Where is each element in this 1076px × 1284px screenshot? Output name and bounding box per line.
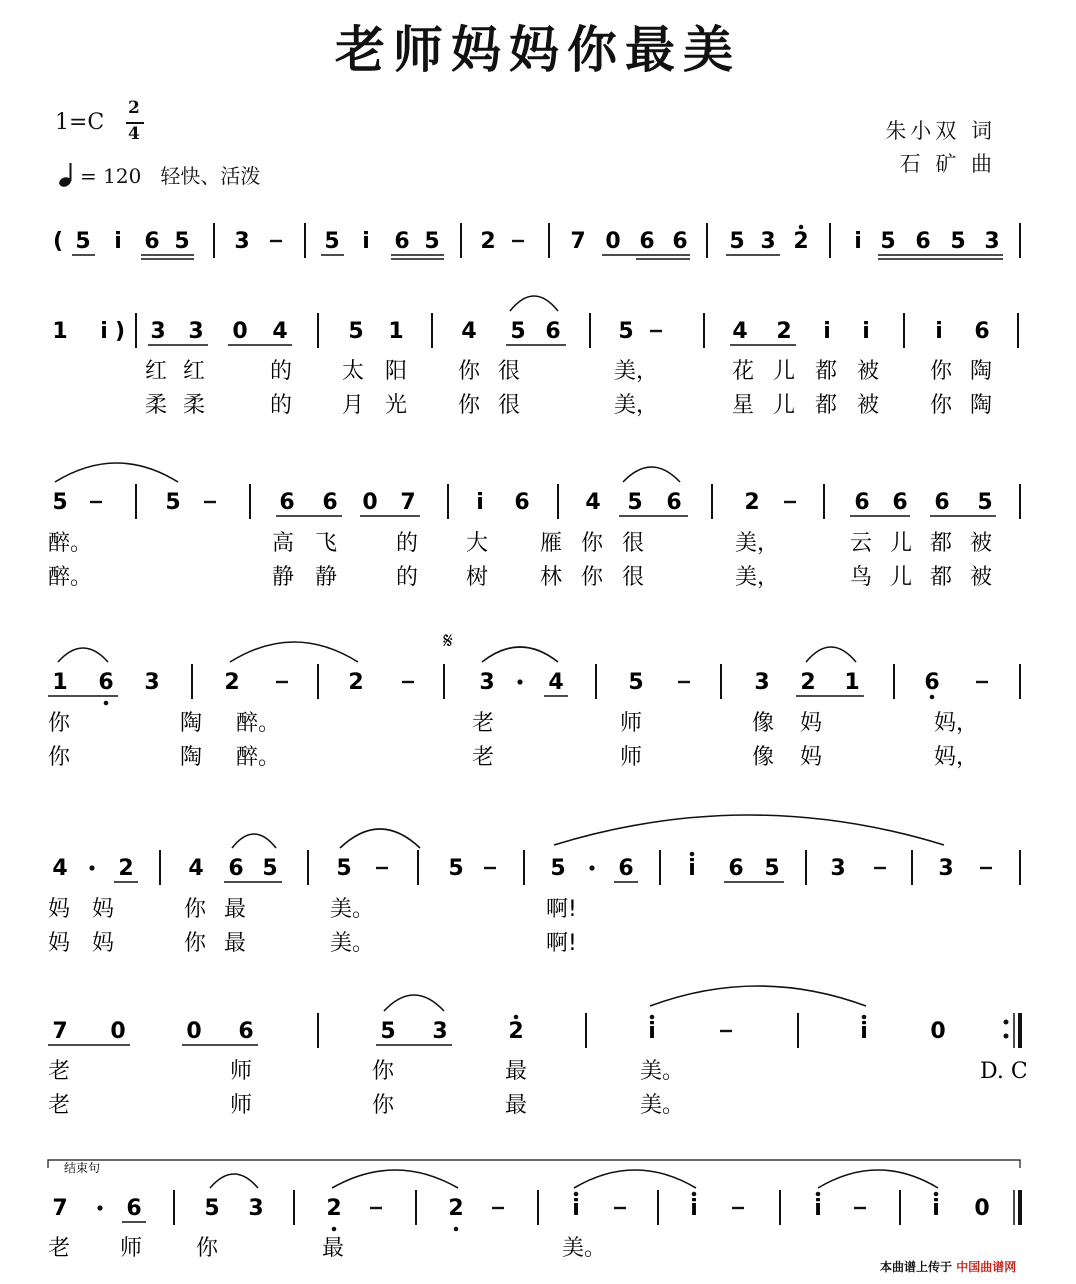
note: 5 [424,229,440,254]
composer-credit: 石 矿 曲 [899,152,996,176]
note: i [648,1019,656,1044]
lyric-verse-2: 林 [540,565,563,590]
lyric-verse-1: 你 [184,897,207,922]
lyric-verse-1: 像 [752,711,775,736]
lyric-verse-1: 妈 [48,897,71,922]
lyric-verse-1: 大 [466,531,489,556]
lyric-verse-2: 被 [970,565,993,590]
lyric-verse-2: 你 [48,745,71,770]
lyric: 师 [120,1236,143,1261]
note: 6 [98,670,114,695]
note: 5 [618,319,634,344]
octave-dot-high [332,1227,337,1232]
note: 1 [52,670,68,695]
note: 6 [974,319,990,344]
lyric-verse-2: 被 [857,393,880,418]
lyric-verse-1: 妈 [92,897,115,922]
lyric-verse-1: 陶 [180,711,203,736]
note: 5 [174,229,190,254]
note: 5 [165,490,181,515]
dotted-note-dot [89,865,94,870]
note: 0 [186,1019,202,1044]
note: 5 [764,856,780,881]
lyric-verse-2: 你 [458,393,481,418]
tie-slur [55,463,178,482]
ending-bracket [48,1160,1020,1168]
note: 2 [326,1196,342,1221]
lyric-verse-1: 你 [372,1059,395,1084]
lyric-verse-1: 醉。 [236,711,281,736]
lyric-verse-2: 啊! [546,931,577,956]
lyric-verse-2: 妈 [92,931,115,956]
lyric-verse-1: 师 [620,711,643,736]
time-signature-bottom: 4 [128,124,140,144]
lyric-verse-2: 妈 [48,931,71,956]
lyric-verse-2: 美。 [330,931,375,956]
note: 6 [545,319,561,344]
tempo-value: = 120 [80,164,142,188]
note: 6 [924,670,940,695]
page-title: 老师妈妈你最美 [335,21,741,79]
lyric-verse-1: 你 [930,359,953,384]
lyric-verse-1: 都 [930,531,953,556]
note: 5 [977,490,993,515]
tempo-expression: 轻快、活泼 [160,164,261,188]
octave-dot-high [454,1227,459,1232]
note: 3 [248,1196,264,1221]
lyric-verse-1: 太 [342,359,365,384]
lyric-verse-2: 陶 [970,393,993,418]
lyric-verse-2: 鸟 [850,565,873,590]
lyric-verse-2: 的 [270,393,293,418]
lyric-verse-1: 你 [48,711,71,736]
note: 5 [510,319,526,344]
footer-brand: 中国曲谱网 [956,1260,1017,1274]
lyric-verse-2: 像 [752,745,775,770]
lyric-verse-2: 静 [315,565,338,590]
note: 5 [262,856,278,881]
note: 2 [793,229,809,254]
note: 5 [380,1019,396,1044]
note: 7 [52,1196,68,1221]
tie-slur [232,834,276,848]
note: 5 [324,229,340,254]
lyric-verse-1: 都 [815,359,838,384]
lyric-verse-1: 阳 [385,359,408,384]
note: 5 [336,856,352,881]
note: 2 [744,490,760,515]
note: 5 [75,229,91,254]
segno-icon: 𝄋 [443,629,453,654]
lyric-verse-1: 妈 [800,711,823,736]
note: i [476,490,484,515]
lyric-verse-1: 高 [272,531,295,556]
note: 6 [934,490,950,515]
tie-slur [650,986,866,1006]
tie-slur [384,995,444,1011]
note: 6 [672,229,688,254]
tie-slur [332,1170,458,1188]
note: 3 [938,856,954,881]
lyric-verse-2: 星 [732,393,755,418]
dotted-note-dot [589,865,594,870]
lyric-verse-2: 静 [272,565,295,590]
note: 2 [448,1196,464,1221]
octave-dot-low [104,701,109,706]
note: 2 [508,1019,524,1044]
tie-slur [818,1170,938,1188]
lyric-verse-1: 很 [622,531,645,556]
lyric-verse-2: 很 [622,565,645,590]
lyric-verse-1: 被 [857,359,880,384]
lyric-verse-1: 美。 [330,897,375,922]
tie-slur [623,467,680,482]
note: 3 [754,670,770,695]
note: 6 [618,856,634,881]
lyric-verse-2: 你 [184,931,207,956]
lyric-verse-2: 醉。 [236,745,281,770]
repeat-dot [1004,1034,1009,1039]
lyric-verse-2: 儿 [773,393,796,418]
note: 2 [800,670,816,695]
note: 0 [605,229,621,254]
lyric-verse-2: 都 [930,565,953,590]
note: 0 [974,1196,990,1221]
note: 4 [548,670,564,695]
note: i [362,229,370,254]
lyric-verse-1: 儿 [773,359,796,384]
lyric-verse-1: 醉。 [48,531,93,556]
key-signature: 1=C [55,110,105,135]
dotted-note-dot [517,679,522,684]
octave-dot-high [692,1192,697,1197]
note: 3 [760,229,776,254]
note: 5 [448,856,464,881]
octave-dot-high [816,1192,821,1197]
lyric-verse-2: 醉。 [48,565,93,590]
da-capo-mark: D. C [980,1059,1028,1084]
octave-dot-high [799,225,804,230]
note: 2 [348,670,364,695]
octave-dot-high [514,1015,519,1020]
note: 2 [118,856,134,881]
note: 4 [732,319,748,344]
lyric-verse-2: 你 [930,393,953,418]
repeat-dot [1004,1020,1009,1025]
note: 3 [234,229,250,254]
note: 6 [238,1019,254,1044]
lyric-verse-1: 被 [970,531,993,556]
note: i [572,1196,580,1221]
note: 4 [272,319,288,344]
lyric-verse-1: 很 [498,359,521,384]
lyric-verse-1: 花 [732,359,755,384]
note: 7 [52,1019,68,1044]
note: 4 [52,856,68,881]
note: 6 [279,490,295,515]
note: i [823,319,831,344]
lyric-verse-2: 很 [498,393,521,418]
lyric-verse-2: 光 [385,393,408,418]
note: 4 [585,490,601,515]
lyric-verse-2: 妈， [934,745,979,770]
lyric-verse-2: 师 [230,1093,253,1118]
note: 1 [844,670,860,695]
lyric-verse-1: 美， [614,359,659,384]
lyric-verse-2: 美， [614,393,659,418]
note: 2 [480,229,496,254]
octave-dot-high [650,1015,655,1020]
lyric-verse-1: 美。 [640,1059,685,1084]
note: i [114,229,122,254]
note: ( [52,229,64,254]
lyric-verse-2: 美。 [640,1093,685,1118]
octave-dot-low [930,695,935,700]
lyric-verse-1: 美， [735,531,780,556]
note: 6 [228,856,244,881]
note: 4 [188,856,204,881]
lyric: 最 [322,1236,345,1261]
note: 3 [830,856,846,881]
dotted-note-dot [97,1205,102,1210]
lyric-verse-1: 你 [458,359,481,384]
note: 6 [514,490,530,515]
lyric-verse-2: 月 [342,393,365,418]
note: ) [114,319,126,344]
octave-dot-high [574,1192,579,1197]
note: 7 [570,229,586,254]
tie-slur [482,647,558,662]
lyric-verse-2: 师 [620,745,643,770]
note: 7 [400,490,416,515]
lyric-verse-1: 红 [145,359,168,384]
note: 5 [880,229,896,254]
note: 6 [126,1196,142,1221]
note: 0 [362,490,378,515]
note: 3 [144,670,160,695]
lyric-verse-1: 雁 [540,531,563,556]
note: 3 [188,319,204,344]
lyric-verse-2: 柔 [145,393,168,418]
note: 6 [728,856,744,881]
lyric-verse-2: 你 [372,1093,395,1118]
lyric-verse-1: 师 [230,1059,253,1084]
octave-dot-high [690,852,695,857]
note: 3 [432,1019,448,1044]
lyric-verse-1: 飞 [315,531,338,556]
note: 3 [150,319,166,344]
lyric-verse-1: 红 [183,359,206,384]
note: 0 [232,319,248,344]
note: 6 [144,229,160,254]
note: 6 [322,490,338,515]
note: i [862,319,870,344]
note: 3 [984,229,1000,254]
lyric-verse-1: 陶 [970,359,993,384]
note: i [932,1196,940,1221]
lyric-verse-2: 陶 [180,745,203,770]
lyric-verse-2: 儿 [890,565,913,590]
note: i [814,1196,822,1221]
note: 5 [52,490,68,515]
tie-slur [210,1174,258,1188]
tie-slur [58,648,108,662]
lyric-verse-2: 美， [735,565,780,590]
note: i [688,856,696,881]
lyric-verse-1: 老 [472,711,495,736]
lyric-verse-1: 啊! [546,897,577,922]
lyric-verse-2: 树 [466,565,489,590]
octave-dot-high [934,1192,939,1197]
note: 4 [461,319,477,344]
lyric-verse-2: 都 [815,393,838,418]
footer [880,1258,1016,1275]
lyric: 老 [48,1236,71,1261]
lyric-verse-1: 云 [850,531,873,556]
note: 6 [915,229,931,254]
lyric-verse-1: 的 [396,531,419,556]
note: i [690,1196,698,1221]
lyric-verse-2: 老 [472,745,495,770]
tie-slur [574,1170,696,1188]
ending-label: 结束句 [64,1161,101,1175]
lyric-verse-1: 妈， [934,711,979,736]
note: 2 [776,319,792,344]
note: 5 [628,670,644,695]
note: 5 [550,856,566,881]
tie-slur [340,829,420,848]
note: 6 [892,490,908,515]
note: 1 [52,319,68,344]
lyric: 你 [196,1236,219,1261]
note: 5 [729,229,745,254]
note: 6 [854,490,870,515]
note: i [935,319,943,344]
note: 3 [479,670,495,695]
tie-slur [554,815,944,845]
lyric-verse-2: 最 [505,1093,528,1118]
lyric-verse-1: 最 [505,1059,528,1084]
note: 0 [930,1019,946,1044]
note: 5 [627,490,643,515]
footer-text: 本曲谱上传于 [880,1260,953,1274]
note: 6 [666,490,682,515]
lyric-verse-1: 儿 [890,531,913,556]
time-signature-top: 2 [128,98,140,118]
note: 0 [110,1019,126,1044]
note: 6 [639,229,655,254]
note: 5 [950,229,966,254]
note: 6 [394,229,410,254]
note: 2 [224,670,240,695]
note: i [854,229,862,254]
lyric-verse-1: 你 [581,531,604,556]
lyric-verse-2: 你 [581,565,604,590]
note: 5 [348,319,364,344]
tie-slur [806,647,856,662]
tie-slur [510,296,558,311]
lyric-verse-2: 的 [396,565,419,590]
note: i [100,319,108,344]
lyric-verse-1: 最 [224,897,247,922]
lyric: 美。 [562,1236,607,1261]
lyric-verse-1: 老 [48,1059,71,1084]
lyricist-credit: 朱小双 词 [885,119,996,143]
note: i [860,1019,868,1044]
lyric-verse-2: 妈 [800,745,823,770]
note: 1 [388,319,404,344]
tie-slur [230,642,358,662]
lyric-verse-1: 的 [270,359,293,384]
note: 5 [204,1196,220,1221]
octave-dot-high [862,1015,867,1020]
lyric-verse-2: 老 [48,1093,71,1118]
lyric-verse-2: 柔 [183,393,206,418]
lyric-verse-2: 最 [224,931,247,956]
